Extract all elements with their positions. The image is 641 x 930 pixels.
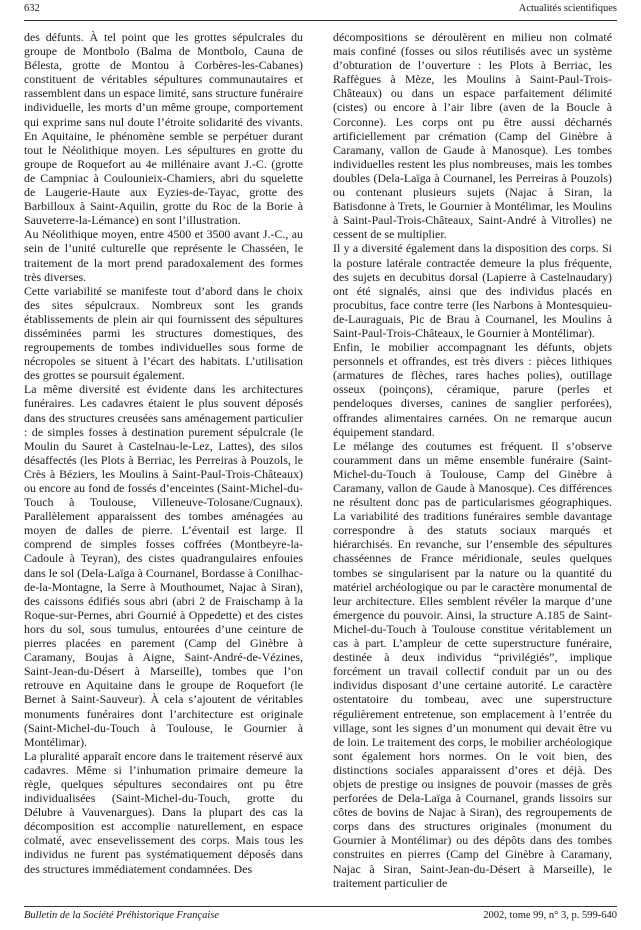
footer-rule — [24, 906, 617, 907]
paragraph: Cette variabilité se manifeste tout d’abord dans le choix des sites sépulcraux. Nombreux sont les grands établissements de plein air qui fournissent des sépultures disséminées parmi les structures domestiques, des regroupements de tombes individuelles sous forme de nécropoles se situent à l’écart des habitats. L’utilisation des grottes se poursuit également. — [24, 283, 303, 383]
right-text-column — [333, 30, 612, 902]
page-header — [24, 3, 617, 17]
header-rule — [24, 20, 617, 21]
running-title: Actualités scientifiques — [518, 3, 617, 14]
page-number: 632 — [24, 3, 40, 14]
paragraph: Au Néolithique moyen, entre 4500 et 3500 avant J.-C., au sein de l’unité culturelle que représente le Chasséen, le traitement de la mort prend paradoxalement des formes très diverses. — [24, 227, 303, 284]
paragraph: Il y a diversité également dans la disposition des corps. Si la posture latérale contractée demeure la plus fréquente, des sujets en decubitus dorsal (Lapierre à Castelnaudary) ont été signalés, ainsi que des individus placés en procubitus, face contre terre (les Narbons à Montesquieu-de-Lauraguais, Pic de Brau à Cournanel, les Moulins à Saint-Paul-Trois-Châteaux, le Gournier à Montélimar). — [333, 241, 612, 340]
page-footer — [24, 910, 617, 924]
paragraph: Le mélange des coutumes est fréquent. Il s’observe couramment dans un même ensemble funéraire (Saint-Michel-du-Touch à Toulouse, Camp del Ginèbre à Caramany, vallon de Gaude à Manosque). Ces différences ne résultent donc pas de particularismes géographiques. La variabilité des traditions funéraires semble davantage correspondre à des statuts sociaux marqués et hiérarchisés. En revanche, sur l’ensemble des sépultures chasséennes de France méridionale, seules quelques tombes se singularisent par la nature ou la quantité du matériel archéologique ou par le caractère monumental de leur architecture. Elles semblent révéler la marque d’une émergence du pouvoir. Ainsi, la structure A.185 de Saint-Michel-du-Touch à Toulouse constitue véritablement un cas à part. L’ampleur de cette superstructure funéraire, destinée à deux individus “privilégiés”, implique forcément un travail collectif conduit par un ou des individus disposant d’une certaine autorité. Le caractère ostentatoire du tombeau, avec une superstructure régulièrement entretenue, son emplacement à l’entrée du village, sont les signes d’un monument qui devait être vu de loin. Le traitement des corps, le mobilier archéologique sont également hors normes. On le voit bien, des distinctions sociales apparaissent d’ores et déjà. Des objets de prestige ou insignes de pouvoir (masses de grès perforées de Dela-Laïga à Cournanel, grands lissoirs sur côtes de bovins de Najac à Siran), des regroupements de corps dans des structures originales (monument du Gournier à Montélimar) ou des dépôts dans des tombes construites en pierres (Camp del Ginèbre à Caramany, Najac à Siran, Saint-Jean-du-Désert à Marseille), le traitement particulier de — [333, 438, 612, 890]
paragraph: des défunts. À tel point que les grottes sépulcrales du groupe de Montbolo (Balma de Montbolo, Cauna de Bélesta, grotte de Montou à Corbères-les-Cabanes) constituent de véritables sépultures communautaires et rassemblent dans un espace limité, sans structure funéraire individuelle, les morts d’un même groupe, comportement qui exprime sans nul doute l’étroite solidarité des vivants. En Aquitaine, le phénomène semble se perpétuer durant tout le Néolithique moyen. Les sépultures en grotte du groupe de Roquefort au 4e millénaire avant J.-C. (grotte de Campniac à Coulounieix-Chamiers, abri du squelette de Laugerie-Haute aux Eyzies-de-Tayac, grotte des Barbilloux à Saint-Aquilin, grotte du Roc de la Borie à Sauveterre-la-Lémance) en sont l’illustration. — [24, 30, 303, 228]
paragraph: décompositions se déroulèrent en milieu non colmaté mais confiné (fosses ou silos réutilisés avec un système d’obturation de l’ouverture : les Plots à Berriac, les Raffègues à Mèze, les Moulins à Saint-Paul-Trois-Châteaux) ou dans un espace parfaitement délimité (cistes) ou encore à l’air libre (aven de la Boucle à Corconne). Les corps ont pu être aussi décharnés artificiellement par crémation (Camp del Ginèbre à Caramany, vallon de Gaude à Manosque). Les tombes individuelles restent les plus nombreuses, mais les tombes doubles (Dela-Laïga à Cournanel, les Perreiras à Pouzols) ou contenant plusieurs sujets (Najac à Siran, la Batisdonne à Trets, le Gournier à Montélimar, les Moulins à Saint-Paul-Trois-Châteaux, Saint-André à Vitrolles) ne cessent de se multiplier. — [333, 30, 612, 242]
left-text-column — [24, 30, 303, 902]
paragraph: La même diversité est évidente dans les architectures funéraires. Les cadavres étaient le plus souvent déposés dans des structures creusées sans aménagement particulier : de simples fosses à destination purement sépulcrale (le Moulin du Sauret à Castelnau-le-Lez, Lattes), des silos désaffectés (les Plots à Berriac, les Perreiras à Pouzols, le Crès à Béziers, les Moulins à Saint-Paul-Trois-Châteaux) ou encore au fond de fossés d’enceintes (Saint-Michel-du-Touch à Toulouse, Villeneuve-Tolosane/Cugnaux). Parallèlement apparaissent des tombes aménagées au moyen de dalles de pierre. L’éventail est large. Il comprend de simples fosses coffrées (Montbeyre-la-Cadoule à Teyran), des cistes quadrangulaires enfouies dans le sol (Dela-Laïga à Cournanel, Bordasse à Conilhac-de-la-Montagne, la Serre à Mouthoumet, Najac à Siran), des caissons édifiés sous abri (abri 2 de Fraischamp à la Roque-sur-Pernes, abri Gournié à Oppedette) et des cistes hors du sol, sous tumulus, entourées d’une ceinture de pierres placées en parement (Camp del Ginèbre à Caramany, Boujas à Aigne, Saint-André-de-Vézines, Saint-Jean-du-Désert à Marseille), tombes que l’on retrouve en Aquitaine dans le groupe de Roquefort (le Bernet à Saint-Sauveur). À cela s’ajoutent de véritables monuments funéraires dont l’architecture est originale (Saint-Michel-du-Touch à Toulouse, le Gournier à Montélimar). — [24, 382, 303, 749]
paragraph: Enfin, le mobilier accompagnant les défunts, objets personnels et offrandes, est très divers : pièces lithiques (armatures de flèches, rares haches polies), outillage osseux (poinçons), céramique, parure (perles et pendeloques diverses, canines de sanglier perforées), offrandes alimentaires carnées. On ne remarque aucun équipement standard. — [333, 340, 612, 439]
paragraph: La pluralité apparaît encore dans le traitement réservé aux cadavres. Même si l’inhumation primaire demeure la règle, quelques sépultures secondaires ont pu être individualisées (Saint-Michel-du-Touch, grotte du Délubre à Vauvenargues). Dans la plupart des cas la décomposition est accomplie naturellement, en espace colmaté, avec ensevelissement des corps. Mais tous les individus ne furent pas systématiquement déposés dans des structures immédiatement condamnées. Des — [24, 748, 303, 876]
issue-reference: 2002, tome 99, n° 3, p. 599-640 — [483, 910, 617, 921]
journal-name: Bulletin de la Société Préhistorique Française — [24, 910, 220, 921]
